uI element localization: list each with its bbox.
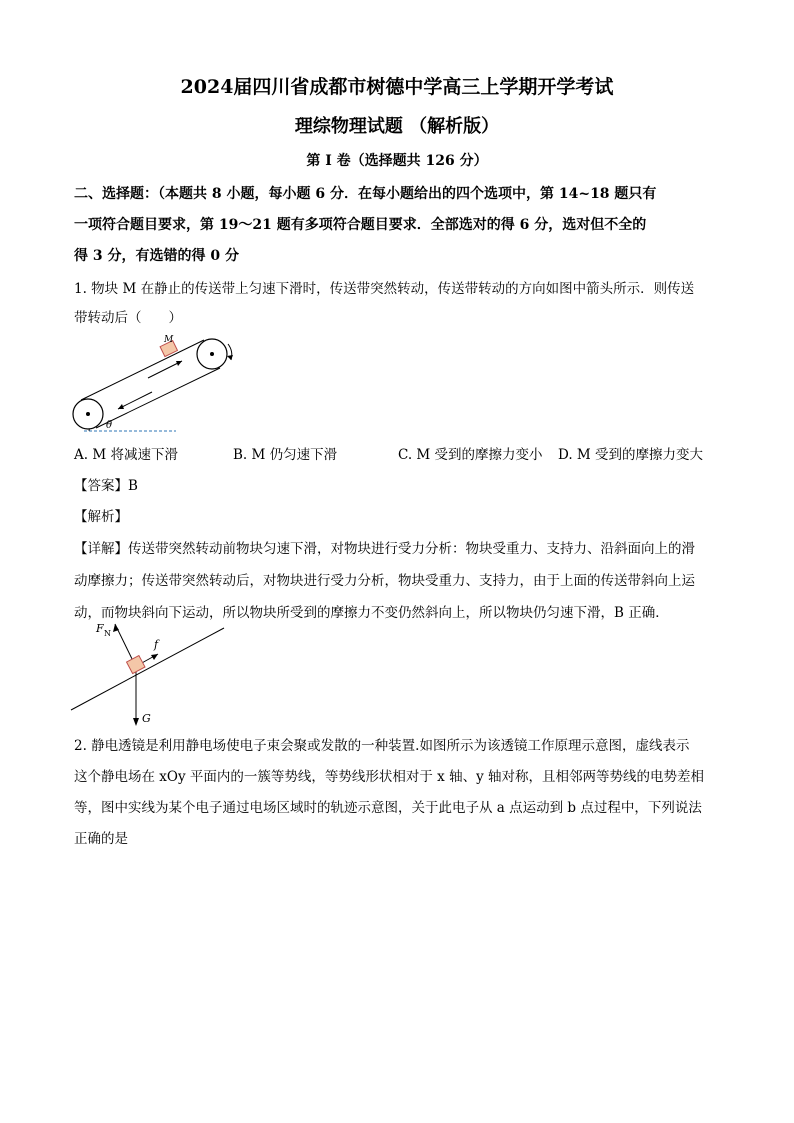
q2-stem-line-3: 等，图中实线为某个电子通过电场区域时的轨迹示意图，关于此电子从 a 点运动到 b 点过程中，下列说法 — [74, 800, 702, 816]
q1-option-c: C. M 受到的摩擦力变小 — [398, 447, 543, 463]
incline-line — [71, 628, 224, 710]
section-line-2: 一项符合题目要求，第 19～21 题有多项符合题目要求．全部选对的得 6 分，选对但不全的 — [74, 217, 647, 233]
q1-analysis-label: 【解析】 — [74, 509, 128, 525]
q1-answer: 【答案】B — [74, 478, 138, 494]
rotation-arrow-head — [227, 355, 233, 360]
friction-label: f — [154, 638, 159, 651]
conveyor-belt-figure — [66, 330, 246, 438]
fn-subscript: N — [104, 629, 111, 638]
block-m-label: M — [164, 335, 174, 345]
section-line-1: 二、选择题：（本题共 8 小题，每小题 6 分．在每小题给出的四个选项中，第 14~18 题只有 — [74, 186, 657, 202]
section-line-3: 得 3 分，有选错的得 0 分 — [74, 248, 239, 264]
volume-label: 第 I 卷（选择题共 126 分） — [306, 153, 488, 169]
angle-label: θ — [106, 420, 113, 431]
force-block — [127, 656, 145, 674]
q2-stem-line-2: 这个静电场在 xOy 平面内的一簇等势线，等势线形状相对于 x 轴、y 轴对称，且相邻两等势线的电势差相 — [74, 769, 705, 785]
belt-bottom-line — [96, 368, 220, 428]
page-subtitle: 理综物理试题 （解析版） — [294, 116, 500, 137]
q1-detail-line-1: 【详解】传送带突然转动前物块匀速下滑，对物块进行受力分析：物块受重力、支持力、沿斜面向上的滑 — [74, 541, 695, 557]
bottom-pulley-center — [86, 412, 90, 416]
q2-stem-line-4: 正确的是 — [74, 831, 128, 847]
q1-option-d: D. M 受到的摩擦力变大 — [558, 447, 704, 463]
q2-stem-line-1: 2. 静电透镜是利用静电场使电子束会聚或发散的一种装置.如图所示为该透镜工作原理示意图，虚线表示 — [74, 738, 690, 754]
belt-arrow-down — [118, 392, 152, 409]
belt-arrow-up — [148, 361, 182, 378]
gravity-label: G — [142, 712, 151, 725]
gravity-arrow-head — [133, 718, 139, 726]
q1-stem-line-2: 带转动后（ ） — [74, 310, 182, 326]
q1-option-a: A. M 将减速下滑 — [74, 447, 178, 463]
q1-option-b: B. M 仍匀速下滑 — [233, 447, 338, 463]
q1-stem-line-1: 1. 物块 M 在静止的传送带上匀速下滑时，传送带突然转动，传送带转动的方向如图中箭头所示．则传送 — [74, 281, 695, 297]
q1-detail-line-3: 动，而物块斜向下运动，所以物块所受到的摩擦力不变仍然斜向上，所以物块仍匀速下滑，B 正确． — [74, 605, 669, 621]
top-pulley-center — [210, 352, 214, 356]
force-diagram — [66, 618, 231, 730]
fn-label: F — [96, 622, 104, 635]
page-title: 2024届四川省成都市树德中学高三上学期开学考试 — [180, 76, 614, 98]
belt-top-line — [81, 340, 204, 400]
q1-detail-line-2: 动摩擦力；传送带突然转动后，对物块进行受力分析，物块受重力、支持力，由于上面的传送带斜向上运 — [74, 573, 695, 589]
